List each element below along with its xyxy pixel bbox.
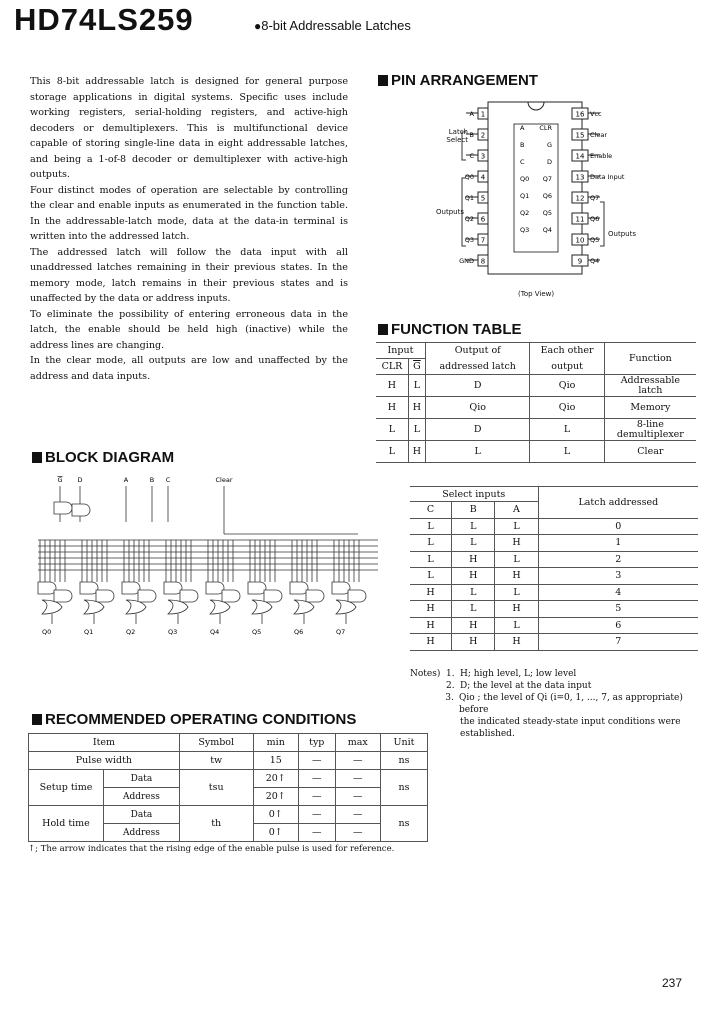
chip-label: B <box>520 141 525 149</box>
operating-conditions-heading <box>32 711 356 728</box>
table-row <box>376 375 696 397</box>
head-each-2: output <box>530 359 604 375</box>
function-table <box>376 342 696 463</box>
table-row <box>410 535 698 552</box>
select-table <box>410 486 698 651</box>
cell-c: L <box>410 518 452 535</box>
cell-a: L <box>495 518 538 535</box>
pin-number: 16 <box>575 110 585 119</box>
and-gate <box>96 590 114 602</box>
head-output-2: addressed latch <box>425 359 530 375</box>
cell-b: H <box>452 617 495 634</box>
pin-number: 5 <box>480 194 486 203</box>
cell-b: H <box>452 568 495 585</box>
cell-sub: Data <box>104 770 180 788</box>
table-row <box>29 770 428 788</box>
pin-name: B <box>469 131 474 139</box>
nand-gate <box>206 582 224 594</box>
chip-label: Q4 <box>542 226 552 234</box>
head-each: Each other <box>530 343 604 359</box>
function-table-heading <box>378 321 522 338</box>
cell-g: L <box>408 375 425 397</box>
cell-clr: H <box>376 375 408 397</box>
notes-label: Notes) <box>410 669 441 679</box>
table-row <box>376 397 696 419</box>
block-input-label: G <box>57 476 63 484</box>
block-input-label: D <box>77 476 83 484</box>
nand-gate <box>80 582 98 594</box>
pin-number: 7 <box>480 236 486 245</box>
cell-typ: — <box>298 788 335 806</box>
head-select: Select inputs <box>410 487 538 502</box>
pin-name: Q4 <box>590 257 600 265</box>
cell-typ: — <box>298 824 335 842</box>
pin-name: GND <box>459 257 474 265</box>
block-output-label: Q4 <box>210 628 220 636</box>
cell-g: H <box>408 397 425 419</box>
cell-symbol: tsu <box>179 770 253 806</box>
note-text: H; high level, L; low level <box>460 669 577 679</box>
function-line: 8-line <box>636 418 664 430</box>
cell-other: Qio <box>530 375 604 397</box>
note-text: established. <box>460 729 515 739</box>
pin-left <box>466 108 488 119</box>
cell-typ: — <box>298 770 335 788</box>
col-c: C <box>410 502 452 519</box>
cell-b: L <box>452 601 495 618</box>
cell-sub: Address <box>104 824 180 842</box>
pin-number: 9 <box>577 257 583 266</box>
pin-right <box>572 171 625 182</box>
cell-latch: 3 <box>538 568 698 585</box>
cell-function: Memory <box>604 397 696 419</box>
cell-max: — <box>335 752 380 770</box>
table-row <box>410 584 698 601</box>
cell-max: — <box>335 788 380 806</box>
cell-min: 0↑ <box>253 806 298 824</box>
cell-item: Pulse width <box>29 752 180 770</box>
cell-g: L <box>408 419 425 441</box>
cell-latch: 5 <box>538 601 698 618</box>
chip-outline <box>488 102 582 274</box>
pin-arrangement-heading <box>378 72 538 89</box>
note-number: 2. <box>446 681 455 691</box>
section-marker-icon <box>32 452 42 463</box>
nand-gate <box>122 582 140 594</box>
head-latch: Latch addressed <box>538 487 698 519</box>
cell-function <box>604 375 696 397</box>
cell-latch: 1 <box>538 535 698 552</box>
pin-name: Q5 <box>590 236 600 244</box>
cell-b: L <box>452 535 495 552</box>
table-row <box>410 617 698 634</box>
pin-number: 12 <box>575 194 585 203</box>
head-input: Input <box>376 343 425 359</box>
note-number: 3. <box>445 693 454 703</box>
cell-out: Qio <box>425 397 530 419</box>
pin-name: Q3 <box>464 236 474 244</box>
pin-number: 14 <box>575 152 585 161</box>
cell-a: H <box>495 535 538 552</box>
enable-gate <box>54 502 72 514</box>
table-row <box>376 419 696 441</box>
pin-right <box>572 150 612 161</box>
block-output-label: Q6 <box>294 628 304 636</box>
chip-label: Q2 <box>520 209 530 217</box>
col-max: max <box>335 734 380 752</box>
pin-right <box>572 255 600 266</box>
pin-name: Vcc <box>590 110 602 118</box>
head-function: Function <box>604 343 696 375</box>
and-gate <box>54 590 72 602</box>
cell-b: L <box>452 584 495 601</box>
pin-left <box>465 213 488 224</box>
pin-number: 8 <box>480 257 486 266</box>
chip-label: Q5 <box>542 209 552 217</box>
col-item: Item <box>29 734 180 752</box>
pin-name: Q1 <box>464 194 474 202</box>
part-description <box>254 18 411 33</box>
table-row <box>410 551 698 568</box>
nand-gate <box>164 582 182 594</box>
block-output-label: Q5 <box>252 628 262 636</box>
cell-other: L <box>530 441 604 463</box>
top-view-label: (Top View) <box>518 290 555 298</box>
cell-c: L <box>410 551 452 568</box>
cell-max: — <box>335 824 380 842</box>
nand-gate <box>38 582 56 594</box>
cell-typ: — <box>298 752 335 770</box>
cell-latch: 4 <box>538 584 698 601</box>
pin-name: Q6 <box>590 215 600 223</box>
section-marker-icon <box>378 324 388 335</box>
cell-out: D <box>425 375 530 397</box>
cell-max: — <box>335 806 380 824</box>
cell-c: H <box>410 584 452 601</box>
cell-b: H <box>452 634 495 651</box>
outputs-right-label: Outputs <box>608 230 636 238</box>
latch-select-label: Latch Select <box>446 128 468 144</box>
nand-gate <box>332 582 350 594</box>
cell-c: L <box>410 568 452 585</box>
chip-label: D <box>546 158 552 166</box>
head-output: Output of <box>425 343 530 359</box>
cell-sub: Address <box>104 788 180 806</box>
and-gate <box>348 590 366 602</box>
function-line: Addressable <box>620 374 681 386</box>
cell-a: L <box>495 617 538 634</box>
cell-c: H <box>410 601 452 618</box>
intro-paragraph: This 8-bit addressable latch is designed for general purpose storage applications in digital systems. Specific uses include working registers, serial-holding registers, and active-high decoders or demultiplexers. This is multifunctional device capable of storing single-line data in eight addressable latches, and being a 1-of-8 decoder or demultiplexer with active-high outputs. <box>30 76 348 180</box>
chip-label: Q0 <box>520 175 530 183</box>
cell-a: H <box>495 634 538 651</box>
pin-number: 3 <box>480 152 486 161</box>
pin-right <box>572 234 600 245</box>
table-row <box>376 441 696 463</box>
pin-name: Clear <box>590 131 607 139</box>
col-symbol: Symbol <box>179 734 253 752</box>
block-output-label: Q2 <box>126 628 136 636</box>
section-marker-icon <box>378 75 388 86</box>
chip-label: A <box>520 124 525 132</box>
chip-label: Q3 <box>520 226 530 234</box>
pin-number: 11 <box>575 215 585 224</box>
pin-number: 6 <box>480 215 486 224</box>
cell-function: Clear <box>604 441 696 463</box>
block-output-label: Q7 <box>336 628 346 636</box>
pin-name: Data Input <box>590 173 625 181</box>
block-input-label: Clear <box>215 476 233 484</box>
cell-function <box>604 419 696 441</box>
footnote: ↑; The arrow indicates that the rising edge of the enable pulse is used for reference. <box>28 844 395 854</box>
cell-clr: L <box>376 441 408 463</box>
cell-symbol: tw <box>179 752 253 770</box>
pin-number: 4 <box>480 173 486 182</box>
table-row <box>410 634 698 651</box>
and-gate <box>180 590 198 602</box>
cell-a: H <box>495 568 538 585</box>
cell-a: H <box>495 601 538 618</box>
intro-paragraph: Four distinct modes of operation are selectable by controlling the clear and enable inputs as enumerated in the function table. In the addressable-latch mode, data at the data-in terminal is written into the addressed latch. <box>30 184 348 242</box>
table-row <box>410 518 698 535</box>
intro-text <box>30 74 348 384</box>
pin-number: 13 <box>575 173 585 182</box>
description-text: 8-bit Addressable Latches <box>261 18 411 33</box>
function-table-title: FUNCTION TABLE <box>391 321 522 338</box>
cell-other: Qio <box>530 397 604 419</box>
block-input-label: A <box>123 476 129 484</box>
intro-paragraph: In the clear mode, all outputs are low and unaffected by the address and data inputs. <box>30 355 348 382</box>
cell-other: L <box>530 419 604 441</box>
block-diagram <box>28 474 398 644</box>
cell-latch: 0 <box>538 518 698 535</box>
pin-right <box>572 192 600 203</box>
cell-item: Hold time <box>29 806 104 842</box>
cell-latch: 2 <box>538 551 698 568</box>
outputs-left-label: Outputs <box>436 208 464 216</box>
pin-name: Enable <box>590 152 613 160</box>
cell-symbol: th <box>179 806 253 842</box>
cell-typ: — <box>298 806 335 824</box>
cell-b: L <box>452 518 495 535</box>
col-min: min <box>253 734 298 752</box>
pin-name: Q0 <box>464 173 474 181</box>
pin-left <box>466 150 488 161</box>
pin-number: 1 <box>480 110 486 119</box>
section-marker-icon <box>32 714 42 725</box>
cell-g: H <box>408 441 425 463</box>
block-output-label: Q0 <box>42 628 52 636</box>
cell-clr: H <box>376 397 408 419</box>
note-text: the indicated steady-state input conditions were <box>460 717 681 727</box>
and-gate <box>306 590 324 602</box>
block-diagram-title: BLOCK DIAGRAM <box>45 449 175 466</box>
col-typ: typ <box>298 734 335 752</box>
cell-a: L <box>495 584 538 601</box>
cell-min: 20↑ <box>253 770 298 788</box>
cell-sub: Data <box>104 806 180 824</box>
block-output-label: Q1 <box>84 628 94 636</box>
pin-name: C <box>469 152 474 160</box>
cell-b: H <box>452 551 495 568</box>
pin-name: A <box>469 110 474 118</box>
pin-left <box>465 171 488 182</box>
chip-label: CLR <box>539 124 552 132</box>
pin-left <box>466 129 488 140</box>
chip-label: C <box>520 158 525 166</box>
sub-clr: CLR <box>376 359 408 375</box>
block-output-label: Q3 <box>168 628 178 636</box>
and-gate <box>138 590 156 602</box>
block-input-label: B <box>149 476 155 484</box>
sub-g: $\overline{G}$ <box>408 359 425 375</box>
block-input-label: C <box>165 476 171 484</box>
intro-paragraph: To eliminate the possibility of entering erroneous data in the latch, the enable should be held high (inactive) while the address lines are changing. <box>30 308 348 351</box>
cell-out: L <box>425 441 530 463</box>
chip-label: Q6 <box>542 192 552 200</box>
cell-latch: 6 <box>538 617 698 634</box>
cell-out: D <box>425 419 530 441</box>
col-unit: Unit <box>380 734 427 752</box>
table-row <box>410 601 698 618</box>
table-row <box>29 806 428 824</box>
col-b: B <box>452 502 495 519</box>
pin-number: 2 <box>480 131 486 140</box>
part-number: HD74LS259 <box>14 2 194 37</box>
intro-paragraph: The addressed latch will follow the data input with all unaddressed latches remaining in their previous states. In the memory mode, latch remains in their previous states and is unaffected by the data or address inputs. <box>30 246 348 304</box>
chip-label: Q1 <box>520 192 530 200</box>
cell-min: 0↑ <box>253 824 298 842</box>
pin-left <box>465 192 488 203</box>
pin-name: Q7 <box>590 194 600 202</box>
note-number: 1. <box>446 669 455 679</box>
table-row <box>410 568 698 585</box>
chip-label: Q7 <box>542 175 552 183</box>
cell-min: 15 <box>253 752 298 770</box>
data-gate <box>72 504 90 516</box>
table-row <box>29 752 428 770</box>
pin-right <box>572 129 607 140</box>
pin-right <box>572 213 600 224</box>
page-number: 237 <box>662 976 683 990</box>
pin-left <box>459 255 488 266</box>
cell-a: L <box>495 551 538 568</box>
and-gate <box>264 590 282 602</box>
block-diagram-heading <box>32 449 174 466</box>
operating-conditions-table <box>28 733 428 842</box>
cell-min: 20↑ <box>253 788 298 806</box>
chip-label: G <box>546 141 552 149</box>
col-a: A <box>495 502 538 519</box>
operating-conditions-title: RECOMMENDED OPERATING CONDITIONS <box>45 711 357 728</box>
cell-item: Setup time <box>29 770 104 806</box>
pin-arrangement-title: PIN ARRANGEMENT <box>391 72 538 89</box>
cell-clr: L <box>376 419 408 441</box>
note-number <box>446 716 460 728</box>
nand-gate <box>248 582 266 594</box>
cell-c: H <box>410 634 452 651</box>
and-gate <box>222 590 240 602</box>
cell-max: — <box>335 770 380 788</box>
cell-c: H <box>410 617 452 634</box>
notes <box>410 668 710 740</box>
note-text: D; the level at the data input <box>460 681 592 691</box>
pin-right <box>572 108 602 119</box>
note-text: Qio ; the level of Qi (i=0, 1, ..., 7, as appropriate) before <box>458 693 683 715</box>
nand-gate <box>290 582 308 594</box>
cell-latch: 7 <box>538 634 698 651</box>
cell-unit: ns <box>380 806 427 842</box>
pin-number: 10 <box>575 236 585 245</box>
note-number <box>446 728 460 740</box>
cell-unit: ns <box>380 770 427 806</box>
pin-name: Q2 <box>464 215 474 223</box>
function-line: demultiplexer <box>616 428 684 440</box>
pin-left <box>465 234 488 245</box>
function-line: latch <box>638 384 663 396</box>
bullet: ● <box>254 19 262 33</box>
pin-number: 15 <box>575 131 585 140</box>
cell-unit: ns <box>380 752 427 770</box>
cell-c: L <box>410 535 452 552</box>
